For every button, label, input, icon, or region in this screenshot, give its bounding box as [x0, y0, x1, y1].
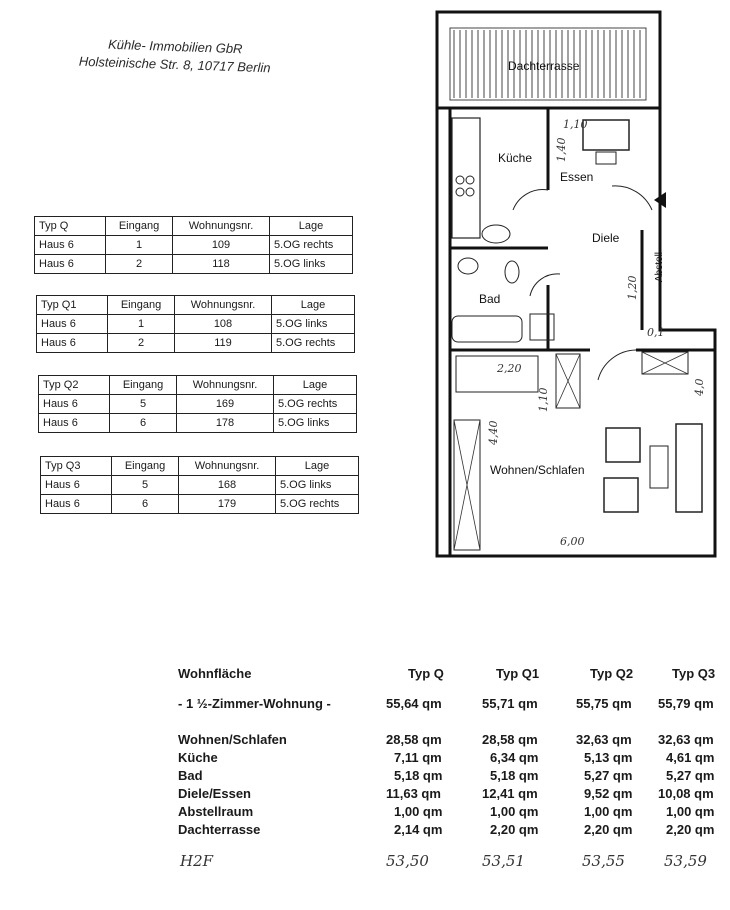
stove-burner: [456, 188, 464, 196]
company-address: Holsteinische Str. 8, 10717 Berlin: [78, 53, 271, 76]
handwritten-value: 53,51: [482, 852, 525, 870]
room-name: Wohnen/Schlafen: [178, 732, 287, 747]
cell-haus: Haus 6: [37, 315, 108, 334]
table-row: [39, 414, 357, 433]
type-header: Typ Q2: [590, 666, 634, 681]
room-area: 1,00 qm: [394, 804, 443, 819]
header-wohnungsnr: Wohnungsnr.: [173, 217, 270, 236]
table-row: [35, 236, 353, 255]
cell-lage: 5.OG links: [272, 315, 355, 334]
kitchen-door: [513, 190, 548, 210]
kitchen-sink: [482, 225, 510, 243]
cell-wohnungsnr: 178: [177, 414, 274, 433]
living-door: [598, 350, 636, 380]
room-area: 1,00 qm: [490, 804, 539, 819]
room-label-dining: Essen: [560, 170, 594, 184]
table-row: [37, 315, 355, 334]
header-wohnungsnr: Wohnungsnr.: [177, 376, 274, 395]
room-label-kitchen: Küche: [498, 151, 533, 165]
header-lage: Lage: [276, 457, 359, 476]
total-label: - 1 ½-Zimmer-Wohnung -: [178, 696, 331, 711]
handwritten-label: H2F: [180, 852, 214, 870]
dim-label: 0,1: [647, 326, 665, 339]
bath-door: [530, 274, 560, 296]
chair: [596, 152, 616, 164]
table-row: [41, 495, 359, 514]
cell-wohnungsnr: 169: [177, 395, 274, 414]
dim-label: 1,20: [626, 275, 639, 300]
wardrobe-cross: [454, 420, 480, 550]
cell-lage: 5.OG rechts: [276, 495, 359, 514]
cell-haus: Haus 6: [41, 495, 112, 514]
dining-table: [583, 120, 629, 150]
stove-burner: [466, 188, 474, 196]
company-header: [59, 34, 290, 78]
cell-eingang: 2: [108, 334, 175, 353]
toilet: [505, 261, 519, 283]
table-header-row: [41, 457, 359, 476]
type-header: Typ Q3: [672, 666, 716, 681]
washing-machine: [530, 314, 554, 340]
header-typ: Typ Q: [35, 217, 106, 236]
cell-haus: Haus 6: [39, 414, 110, 433]
header-eingang: Eingang: [106, 217, 173, 236]
shelf-cross: [642, 352, 688, 374]
room-name: Abstellraum: [178, 804, 254, 819]
room-label-hall: Diele: [592, 231, 620, 245]
cell-wohnungsnr: 108: [175, 315, 272, 334]
cell-wohnungsnr: 109: [173, 236, 270, 255]
cell-haus: Haus 6: [37, 334, 108, 353]
header-eingang: Eingang: [108, 296, 175, 315]
room-area: 1,00 qm: [584, 804, 633, 819]
room-area: 28,58 qm: [386, 732, 442, 747]
room-area: 2,14 qm: [394, 822, 443, 837]
room-area: 32,63 qm: [576, 732, 632, 747]
dim-label: 1,40: [555, 137, 568, 162]
cell-haus: Haus 6: [41, 476, 112, 495]
coffee-table: [650, 446, 668, 488]
cell-haus: Haus 6: [35, 236, 106, 255]
room-area: 5,13 qm: [584, 750, 633, 765]
room-label-storage: Abstell: [654, 251, 665, 282]
cell-eingang: 5: [110, 395, 177, 414]
header-wohnungsnr: Wohnungsnr.: [179, 457, 276, 476]
cell-lage: 5.OG links: [270, 255, 353, 274]
total-value: 55,71 qm: [482, 696, 538, 711]
room-area: 28,58 qm: [482, 732, 538, 747]
unit-table-q: [34, 216, 353, 274]
handwritten-value: 53,59: [664, 852, 707, 870]
type-header: Typ Q1: [496, 666, 540, 681]
table-header-row: [39, 376, 357, 395]
header-wohnungsnr: Wohnungsnr.: [175, 296, 272, 315]
cell-haus: Haus 6: [39, 395, 110, 414]
handwritten-value: 53,50: [386, 852, 429, 870]
table-row: [35, 255, 353, 274]
header-eingang: Eingang: [112, 457, 179, 476]
entrance-door: [612, 186, 652, 210]
room-area: 7,11 qm: [394, 750, 442, 765]
unit-table-q1: [36, 295, 355, 353]
room-area: 1,00 qm: [666, 804, 715, 819]
type-header: Typ Q: [408, 666, 444, 681]
room-name: Küche: [178, 750, 218, 765]
dim-label: 6,00: [560, 535, 585, 548]
room-area: 2,20 qm: [584, 822, 633, 837]
room-name: Diele/Essen: [178, 786, 251, 801]
room-area: 2,20 qm: [490, 822, 539, 837]
cell-wohnungsnr: 179: [179, 495, 276, 514]
washbasin: [458, 258, 478, 274]
table-header-row: [37, 296, 355, 315]
room-label-bath: Bad: [479, 292, 501, 306]
cell-eingang: 1: [106, 236, 173, 255]
table-row: [37, 334, 355, 353]
company-name: Kühle- Immobilien GbR: [107, 36, 243, 57]
dim-label: 4,40: [487, 420, 500, 445]
area-title: Wohnfläche: [178, 666, 252, 681]
room-area: 6,34 qm: [490, 750, 539, 765]
cell-lage: 5.OG links: [276, 476, 359, 495]
cell-wohnungsnr: 168: [179, 476, 276, 495]
floor-plan: [425, 0, 725, 570]
unit-table-q3: [40, 456, 359, 514]
cell-haus: Haus 6: [35, 255, 106, 274]
room-area: 2,20 qm: [666, 822, 715, 837]
table-row: [39, 395, 357, 414]
table-row: [41, 476, 359, 495]
handwritten-value: 53,55: [582, 852, 625, 870]
dim-label: 1,10: [563, 118, 588, 131]
stove-burner: [456, 176, 464, 184]
header-eingang: Eingang: [110, 376, 177, 395]
unit-table-q2: [38, 375, 357, 433]
cell-lage: 5.OG rechts: [270, 236, 353, 255]
cell-eingang: 2: [106, 255, 173, 274]
header-lage: Lage: [270, 217, 353, 236]
room-area: 5,18 qm: [490, 768, 539, 783]
cell-eingang: 6: [110, 414, 177, 433]
bathtub: [452, 316, 522, 342]
dim-label: 4,0: [693, 378, 706, 396]
room-name: Bad: [178, 768, 203, 783]
header-typ: Typ Q2: [39, 376, 110, 395]
room-area: 11,63 qm: [386, 786, 441, 801]
cell-lage: 5.OG rechts: [274, 395, 357, 414]
cabinet-cross: [556, 354, 580, 408]
cell-lage: 5.OG rechts: [272, 334, 355, 353]
sofa: [676, 424, 702, 512]
room-area: 9,52 qm: [584, 786, 633, 801]
header-typ: Typ Q3: [41, 457, 112, 476]
room-area: 32,63 qm: [658, 732, 714, 747]
room-area: 5,27 qm: [584, 768, 633, 783]
dim-label: 1,10: [537, 387, 550, 412]
cell-lage: 5.OG links: [274, 414, 357, 433]
total-value: 55,79 qm: [658, 696, 714, 711]
cell-eingang: 5: [112, 476, 179, 495]
header-typ: Typ Q1: [37, 296, 108, 315]
dim-label: 2,20: [497, 362, 522, 375]
room-area: 10,08 qm: [658, 786, 714, 801]
room-area: 5,27 qm: [666, 768, 715, 783]
room-label-living: Wohnen/Schlafen: [490, 463, 585, 477]
cell-wohnungsnr: 119: [175, 334, 272, 353]
room-area: 5,18 qm: [394, 768, 443, 783]
room-area: 4,61 qm: [666, 750, 715, 765]
total-value: 55,64 qm: [386, 696, 442, 711]
stove-burner: [466, 176, 474, 184]
cell-wohnungsnr: 118: [173, 255, 270, 274]
room-label-terrace: Dachterrasse: [508, 59, 580, 73]
armchair: [606, 428, 640, 462]
room-name: Dachterrasse: [178, 822, 261, 837]
total-value: 55,75 qm: [576, 696, 632, 711]
armchair: [604, 478, 638, 512]
cell-eingang: 1: [108, 315, 175, 334]
cell-eingang: 6: [112, 495, 179, 514]
table-header-row: [35, 217, 353, 236]
header-lage: Lage: [274, 376, 357, 395]
room-area: 12,41 qm: [482, 786, 538, 801]
header-lage: Lage: [272, 296, 355, 315]
